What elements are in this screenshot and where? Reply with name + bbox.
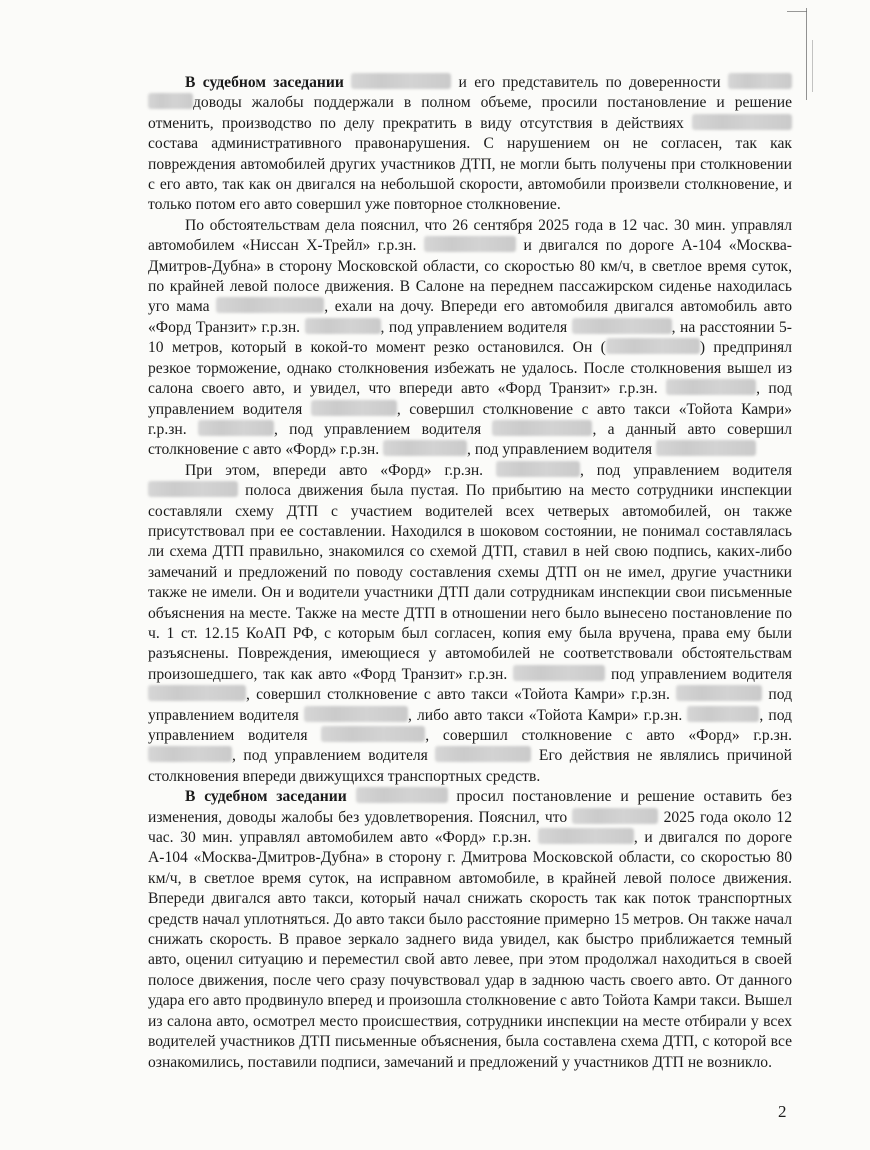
redacted-date bbox=[572, 808, 658, 824]
redacted-name bbox=[311, 400, 397, 416]
redacted-plate bbox=[687, 706, 759, 722]
redacted-name bbox=[351, 73, 451, 89]
scan-mark bbox=[806, 8, 807, 100]
redacted-plate bbox=[513, 665, 605, 681]
redacted-name bbox=[356, 787, 448, 803]
paragraph-1: В судебном заседании и его представитель по доверенности доводы жалобы поддержали в полном объеме, просили постановление и решение отменить, производство по делу прекратить в виду отсутствия в действиях состава административного правонарушения. С нарушением он не согласен, так как повреждения автомобилей других участников ДТП, не могли быть получены при столкновении с его авто, так как он двигался на небольшой скорости, автомобили произвели столкновение, и только потом его авто совершил уже повторное столкновение. bbox=[148, 74, 792, 214]
section-label: В судебном заседании bbox=[185, 74, 344, 91]
redacted-name bbox=[148, 481, 238, 497]
redacted-name bbox=[656, 440, 756, 456]
redacted-name bbox=[321, 726, 425, 742]
redacted-name bbox=[572, 318, 672, 334]
paragraph-3: При этом, впереди авто «Форд» г.р.зн. , под управлением водителя полоса движения была пустая. По прибытию на место сотрудники инспекции составляли схему ДТП с участием водителей всех четверых автомобилей, он также присутствовал при ее составлении. Находился в шоковом состоянии, не понимал составлялась ли схема ДТП правильно, знакомился со схемой ДТП, ставил в ней свою подпись, каких-либо замечаний и предложений по поводу составления схемы ДТП он не имел, другие участники также не имели. Он и водители участники ДТП дали сотрудникам инспекции свои письменные объяснения на месте. Также на месте ДТП в отношении него было вынесено постановление по ч. 1 ст. 12.15 КоАП РФ, с которым был согласен, копия ему была вручена, права ему были разъяснены. Повреждения, имеющиеся у автомобилей не соответствовали обстоятельствам произошедшего, так как авто «Форд Транзит» г.р.зн. под управлением водителя , совершил столкновение с авто такси «Тойота Камри» г.р.зн. под управлением водителя , либо авто такси «Тойота Камри» г.р.зн. , под управлением водителя , совершил столкновение с авто «Форд» г.р.зн. , под управлением водителя Его действия не являлись причиной столкновения впереди движущихся транспортных средств. bbox=[148, 461, 793, 785]
redacted-name bbox=[435, 746, 531, 762]
scan-mark bbox=[787, 11, 807, 12]
redacted-plate bbox=[198, 420, 274, 436]
section-label: В судебном заседании bbox=[185, 788, 347, 806]
page-number: 2 bbox=[778, 1102, 787, 1121]
redacted-plate bbox=[305, 318, 381, 334]
redacted-plate bbox=[666, 379, 756, 395]
redacted-name bbox=[304, 706, 408, 722]
paragraph-4: В судебном заседании просил постановление и решение оставить без изменения, доводы жалобы без удовлетворения. Пояснил, что 2025 года около 12 час. 30 мин. управлял автомобилем авто «Форд» г.р.зн. , и двигался по дороге А-104 «Москва-Дмитров-Дубна» в сторону г. Дмитрова Московской области, со скоростью 80 км/ч, в светлое время суток, на исправном автомобиле, в крайней левой полосе движения. Впереди двигался авто такси, который начал снижать скорость так как поток транспортных средств начал уплотняться. До авто такси было расстояние примерно 15 метров. Он также начал снижать скорость. В правое зеркало заднего вида увидел, как быстро приближается темный авто, оценил ситуацию и переместил свой авто левее, при этом продолжал находиться в своей полосе движения, после чего сразу почувствовал удар в заднюю часть своего авто. От данного удара его авто продвинуло вперед и произошла столкновение с авто Тойота Камри такси. Вышел из салона авто, осмотрел место происшествия, сотрудники инспекции на месте отбирали у всех водителей участников ДТП письменные объяснения, была составлена схема ДТП, с которой все ознакомились, поставили подписи, замечаний и предложений у участников ДТП не возникло. bbox=[148, 788, 792, 1071]
redacted-name bbox=[492, 420, 592, 436]
redacted-name bbox=[148, 93, 193, 109]
redacted-name bbox=[148, 685, 246, 701]
redacted-name bbox=[606, 338, 700, 354]
redacted-plate bbox=[383, 440, 467, 456]
redacted-name bbox=[692, 114, 792, 130]
redacted-plate bbox=[148, 746, 232, 762]
redacted-plate bbox=[496, 461, 580, 477]
redacted-plate bbox=[424, 236, 516, 252]
scan-mark bbox=[812, 40, 813, 92]
redacted-name bbox=[728, 73, 792, 89]
redacted-name bbox=[216, 297, 324, 313]
redacted-plate bbox=[676, 685, 762, 701]
paragraph-2: По обстоятельствам дела пояснил, что 26 сентября 2025 года в 12 час. 30 мин. управлял автомобилем «Ниссан Х-Трейл» г.р.зн. и двигался по дороге А-104 «Москва-Дмитров-Дубна» в сторону Московской области, со скоростью 80 км/ч, в светлое время суток, по крайней левой полосе движения. В Салоне на переднем пассажирском сиденье находилась уго мама , ехали на дочу. Впереди его автомобиля двигался автомобиль авто «Форд Транзит» г.р.зн. , под управлением водителя , на расстоянии 5-10 метров, который в кокой-то момент резко остановился. Он ( ) предпринял резкое торможение, однако столкновения избежать не удалось. После столкновения вышел из салона своего авто, и увидел, что впереди авто «Форд Транзит» г.р.зн. , под управлением водителя , совершил столкновение с авто такси «Тойота Камри» г.р.зн. , под управлением водителя , а данный авто совершил столкновение с авто «Форд» г.р.зн. , под управлением водителя bbox=[148, 216, 792, 459]
redacted-plate bbox=[538, 828, 634, 844]
document-body bbox=[148, 73, 792, 1073]
